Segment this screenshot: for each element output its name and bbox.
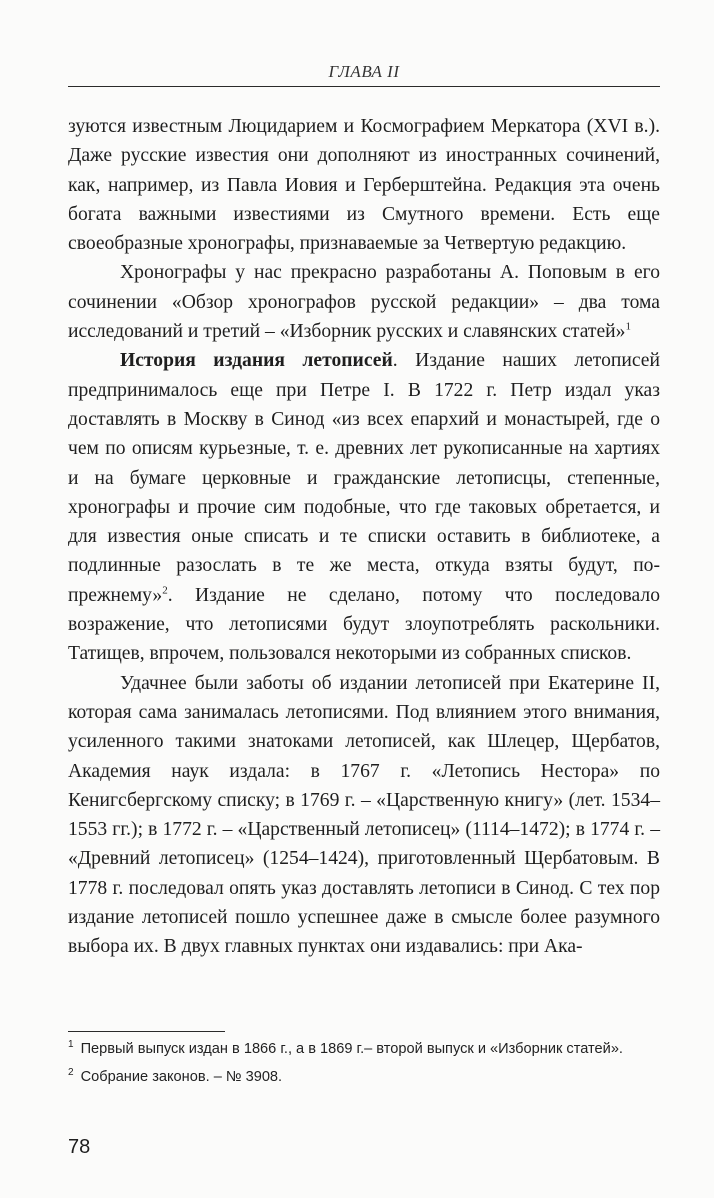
footnote-mark: 2 <box>68 1066 74 1078</box>
paragraph: История издания летописей. Издание наших летописей предпринималось еще при Петре I. В 1722 г. Петр издал указ доставлять в Москву в Синод «из всех епархий и монастырей, где о чем по описям курьезные, т. е. древних лет рукописанные на хартиях и на бумаге церковные и гражданские летописцы, степенные, хронографы и прочие сим подобные, что где таковых обретается, и для известия оные списать и те списки оставить в библиотеке, а подлинные разослать в те же места, откуда взяты будут, по-прежнему»$^2$. Издание не сделано, потому что последовало возражение, что летописями будут злоупотреблять раскольники. Татищев, впрочем, пользовался некоторыми из собранных списков. <box>68 350 660 665</box>
paragraph: зуются известным Люцидарием и Космографием Меркатора (XVI в.). Даже русские известия они дополняют из иностранных сочинений, как, например, из Павла Иовия и Герберштейна. Редакция эта очень богата важными известиями из Смутного времени. Есть еще своеобразные хронографы, признаваемые за Четвертую редакцию. <box>68 116 660 255</box>
footnote: $^2$ Собрание законов. – № 3908. <box>68 1066 283 1085</box>
footnote-divider <box>68 1031 225 1032</box>
footnote-ref[interactable]: 1 <box>625 320 631 333</box>
paragraph: Удачнее были заботы об издании летописей при Екатерине II, которая сама занималась летописями. Под влиянием этого внимания, усиленного такими знатоками летописей, как Шлецер, Щербатов, Академия наук издала: в 1767 г. «Летопись Нестора» по Кенигсбергскому списку; в 1769 г. – «Царственную книгу» (лет. 1534–1553 гг.); в 1772 г. – «Царственный летописец» (1114–1472); в 1774 г. – «Древний летописец» (1254–1424), приготовленный Щербатовым. В 1778 г. последовал опять указ доставлять летописи в Синод. С тех пор издание летописей пошло успешнее даже в смысле более разумного выбора их. В двух главных пунктах они издавались: при Ака- <box>68 672 660 958</box>
running-header <box>68 62 660 87</box>
section-heading: История издания летописей <box>120 350 393 372</box>
footnotes <box>68 1040 662 1095</box>
main-text <box>68 112 660 962</box>
paragraph: Хронографы у нас прекрасно разработаны А. Поповым в его сочинении «Обзор хронографов русской редакции» – два тома исследований и третий – «Изборник русских и славянских статей»$^1$ <box>68 262 660 343</box>
page-number: 78 <box>68 1136 91 1158</box>
chapter-title: ГЛАВА II <box>328 62 400 81</box>
footnote: $^1$ Первый выпуск издан в 1866 г., а в 1869 г.– второй выпуск и «Изборник статей». <box>68 1039 623 1057</box>
footnote-ref[interactable]: 2 <box>162 584 168 597</box>
footnote-mark: 1 <box>68 1039 74 1051</box>
